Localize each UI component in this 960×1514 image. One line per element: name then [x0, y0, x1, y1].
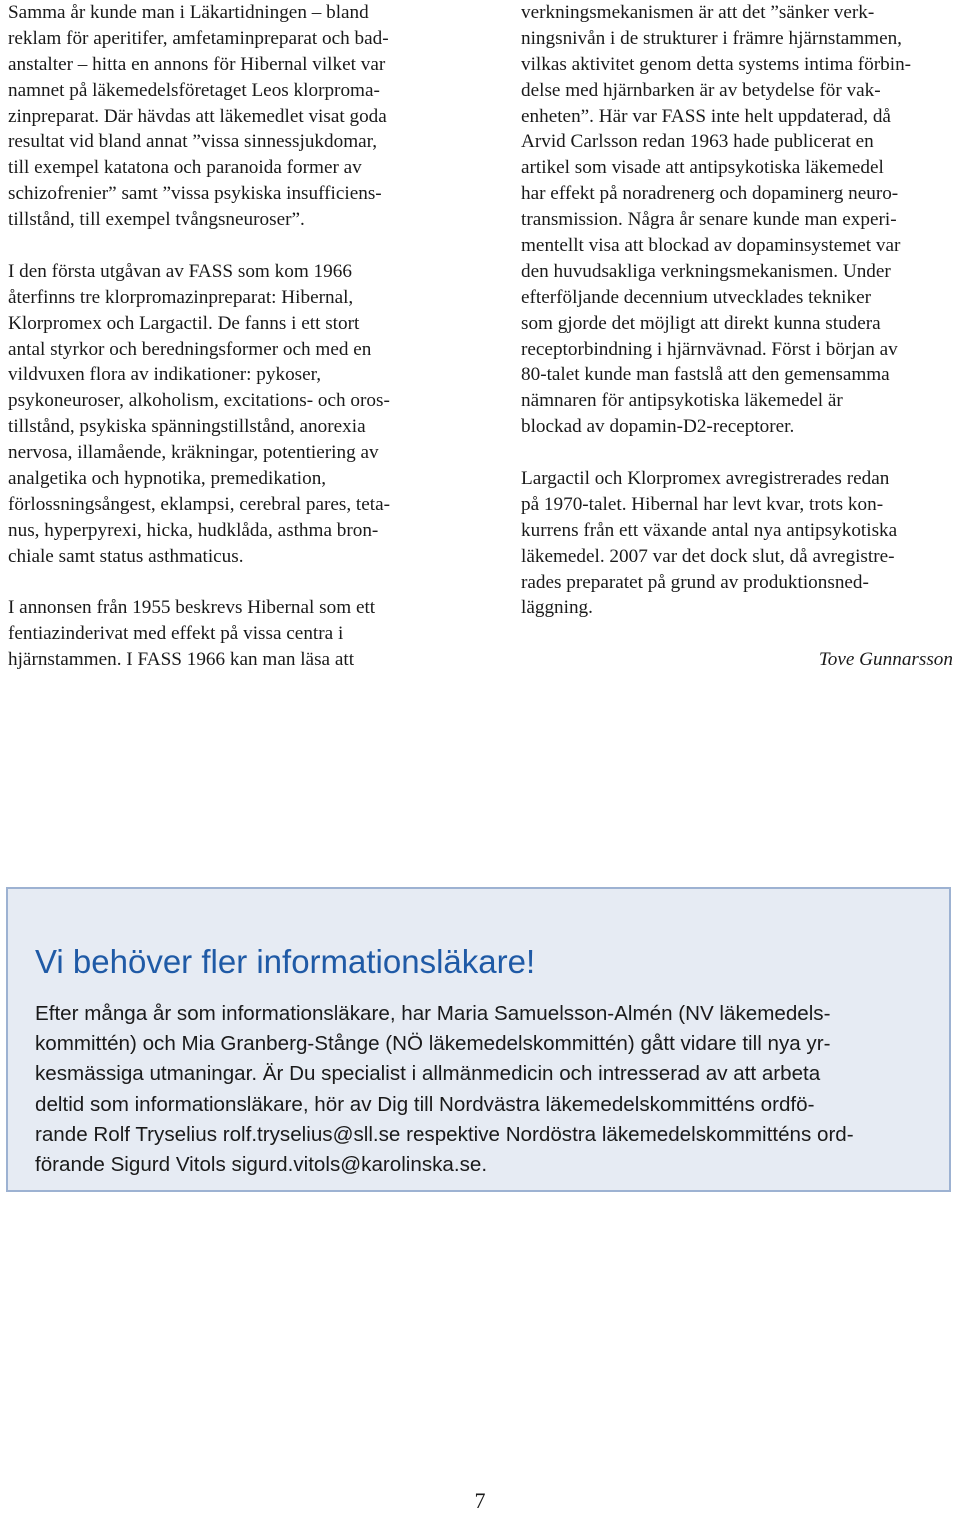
left-column: [8, 0, 453, 673]
text-line: antal styrkor och beredningsformer och med en: [8, 338, 372, 360]
text-line: rande Rolf Tryselius rolf.tryselius@sll.se respektive Nordöstra läkemedelskommitténs ord-: [35, 1122, 854, 1146]
text-line: hjärnstammen. I FASS 1966 kan man läsa att: [8, 649, 355, 671]
text-line: ningsnivån i de strukturer i främre hjärnstammen,: [521, 27, 902, 49]
text-line: vilkas aktivitet genom detta systems intima förbin-: [521, 53, 912, 75]
text-line: Largactil och Klorpromex avregistrerades redan: [521, 468, 890, 490]
info-box-body: [35, 999, 935, 1180]
text-line: fentiazinderivat med effekt på vissa centra i: [8, 623, 344, 645]
text-line: nervosa, illamående, kräkningar, potentiering av: [8, 442, 379, 464]
paragraph-4: [521, 0, 960, 440]
author-signature: Tove Gunnarsson: [818, 649, 953, 671]
text-line: rades preparatet på grund av produktionsned-: [521, 571, 869, 593]
text-line: nämnaren för antipsykotiska läkemedel är: [521, 390, 843, 412]
text-line: receptorbindning i hjärnvävnad. Först i början av: [521, 338, 898, 360]
paragraph-5: [521, 466, 960, 621]
paragraph-2: [8, 259, 453, 570]
text-line: tillstånd, till exempel tvångsneuroser”.: [8, 209, 305, 231]
text-line: analgetika och hypnotika, premedikation,: [8, 468, 327, 490]
text-line: artikel som visade att antipsykotiska läkemedel: [521, 157, 884, 179]
text-line: läggning.: [521, 597, 593, 619]
text-line: Efter många år som informationsläkare, har Maria Samuelsson-Almén (NV läkemedels-: [35, 1002, 831, 1025]
text-line: blockad av dopamin-D2-receptorer.: [521, 416, 795, 438]
text-line: reklam för aperitifer, amfetaminpreparat och bad-: [8, 27, 389, 49]
text-line: kesmässiga utmaningar. Är Du specialist i allmänmedicin och intresserad av att arbeta: [35, 1062, 821, 1086]
text-line: kurrens från ett växande antal nya antipsykotiska: [521, 519, 898, 541]
text-line: enheten”. Här var FASS inte helt uppdaterad, då: [521, 105, 891, 127]
text-line: Samma år kunde man i Läkartidningen – bland: [8, 2, 369, 23]
text-line: på 1970-talet. Hibernal har levt kvar, trots kon-: [521, 493, 884, 515]
text-line: namnet på läkemedelsföretaget Leos klorproma-: [8, 79, 380, 101]
text-line: 80-talet kunde man fastslå att den gemensamma: [521, 364, 890, 386]
text-line: zinpreparat. Där hävdas att läkemedlet visat goda: [8, 105, 387, 127]
text-line: har effekt på noradrenerg och dopaminerg neuro-: [521, 183, 899, 205]
text-line: verkningsmekanismen är att det ”sänker verk-: [521, 2, 875, 23]
text-line: I annonsen från 1955 beskrevs Hibernal som ett: [8, 597, 376, 619]
right-column: [521, 0, 960, 673]
text-line: deltid som informationsläkare, hör av Dig till Nordvästra läkemedelskommitténs ordfö-: [35, 1092, 815, 1116]
text-line: resultat vid bland annat ”vissa sinnessjukdomar,: [8, 131, 378, 153]
text-line: Arvid Carlsson redan 1963 hade publicerat en: [521, 131, 874, 153]
info-box: [6, 887, 951, 1192]
text-line: kommittén) och Mia Granberg-Stånge (NÖ läkemedelskommittén) gått vidare till nya yr-: [35, 1032, 831, 1056]
text-line: som gjorde det möjligt att direkt kunna studera: [521, 312, 881, 334]
paragraph-1: [8, 0, 453, 233]
text-line: transmission. Några år senare kunde man experi-: [521, 209, 897, 231]
text-line: I den första utgåvan av FASS som kom 1966: [8, 260, 352, 282]
info-box-title: Vi behöver fler informationsläkare!: [35, 943, 536, 980]
text-line: efterföljande decennium utvecklades tekniker: [521, 286, 872, 308]
text-line: psykoneuroser, alkoholism, excitations- och oros-: [8, 390, 390, 412]
text-line: nus, hyperpyrexi, hicka, hudklåda, asthma bron-: [8, 519, 379, 541]
page-number: 7: [474, 1488, 486, 1513]
paragraph-3: [8, 595, 453, 673]
text-line: mentellt visa att blockad av dopaminsystemet var: [521, 235, 901, 257]
text-line: schizofrenier” samt ”vissa psykiska insufficiens-: [8, 183, 382, 205]
text-line: delse med hjärnbarken är av betydelse för vak-: [521, 79, 881, 101]
text-line: läkemedel. 2007 var det dock slut, då avregistre-: [521, 545, 895, 567]
text-line: förande Sigurd Vitols sigurd.vitols@karolinska.se.: [35, 1152, 488, 1176]
text-line: anstalter – hitta en annons för Hibernal vilket var: [8, 53, 386, 75]
text-line: tillstånd, psykiska spänningstillstånd, anorexia: [8, 416, 366, 438]
text-line: den huvudsakliga verkningsmekanismen. Under: [521, 260, 891, 282]
text-line: chiale samt status asthmaticus.: [8, 545, 244, 567]
text-line: förlossningsångest, eklampsi, cerebral pares, teta-: [8, 493, 391, 515]
text-line: till exempel katatona och paranoida former av: [8, 157, 362, 179]
text-line: vildvuxen flora av indikationer: pykoser,: [8, 364, 322, 386]
text-line: Klorpromex och Largactil. De fanns i ett stort: [8, 312, 360, 334]
text-line: återfinns tre klorpromazinpreparat: Hibernal,: [8, 286, 354, 308]
